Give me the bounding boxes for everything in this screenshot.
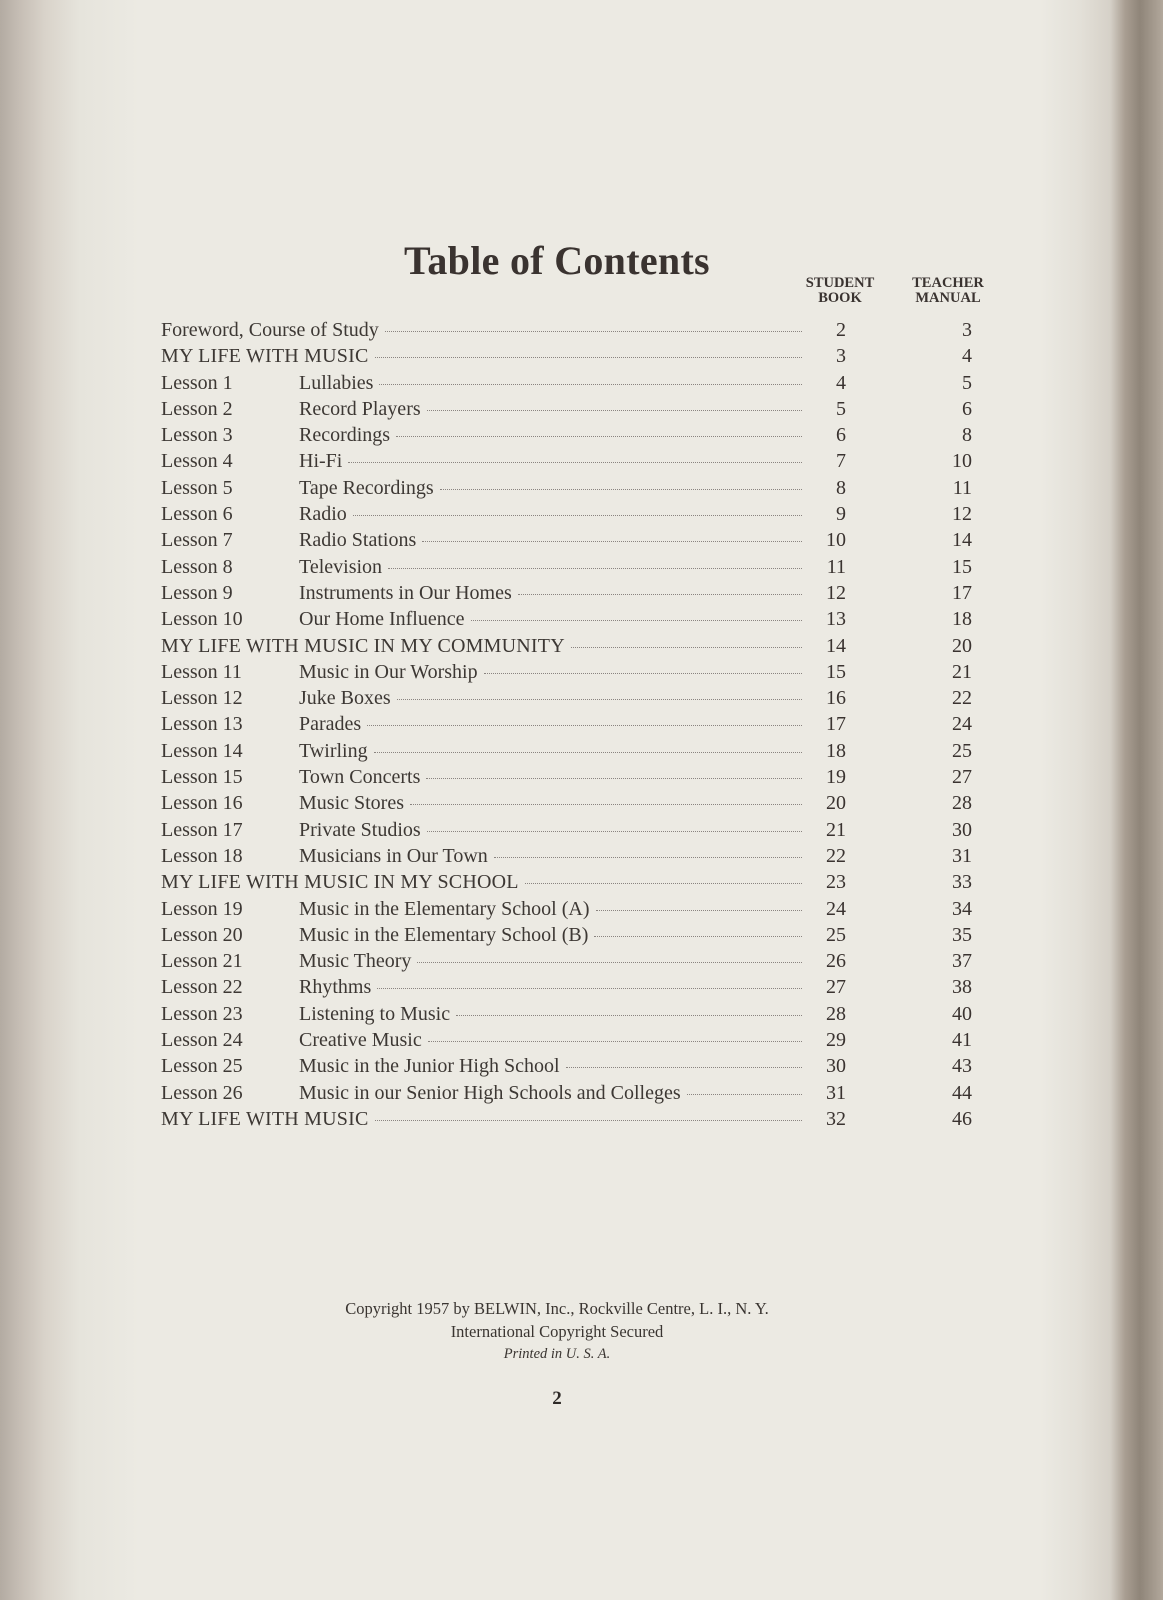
entry-title: Television [299,555,383,578]
entry-title: Recordings [299,424,391,447]
student-book-page: 5 [836,397,846,420]
dot-leader [353,515,802,516]
teacher-manual-page: 40 [952,1002,972,1025]
teacher-manual-page: 6 [962,397,972,420]
toc-label [161,711,806,737]
dot-leader [377,988,802,989]
lesson-number: Lesson 25 [161,1055,243,1078]
toc-lesson-row [161,790,991,816]
entry-title: Private Studios [299,818,421,841]
toc-label [161,948,806,974]
dot-leader [397,699,802,700]
lesson-number: Lesson 8 [161,555,233,578]
column-header-student-line1: STUDENT [805,275,875,291]
toc-section-row [161,869,991,895]
entry-title: Town Concerts [299,766,421,789]
teacher-manual-page: 37 [952,950,972,973]
lesson-number: Lesson 9 [161,581,233,604]
student-book-page: 18 [826,739,846,762]
entry-title: Music in the Elementary School (A) [299,897,590,920]
dot-leader [417,962,802,963]
dot-leader [379,384,802,385]
entry-title: Music Stores [299,792,404,815]
teacher-manual-page: 27 [952,766,972,789]
toc-section-row [161,633,991,659]
toc-label [161,738,806,764]
teacher-manual-page: 15 [952,555,972,578]
lesson-number: Lesson 5 [161,476,233,499]
dot-leader [428,1041,802,1042]
student-book-page: 21 [826,818,846,841]
copyright-line: Copyright 1957 by BELWIN, Inc., Rockville Centre, L. I., N. Y. [345,1299,769,1318]
toc-lesson-row [161,1001,991,1027]
toc-label [161,1053,806,1079]
lesson-number: Lesson 22 [161,976,243,999]
student-book-page: 27 [826,976,846,999]
toc-lesson-row [161,685,991,711]
dot-leader [427,831,802,832]
toc-lesson-row [161,501,991,527]
toc-lesson-row [161,896,991,922]
dot-leader [374,752,802,753]
student-book-page: 25 [826,923,846,946]
toc-label [161,396,806,422]
entry-title: Music in the Junior High School [299,1055,560,1078]
teacher-manual-page: 41 [952,1029,972,1052]
student-book-page: 7 [836,450,846,473]
dot-leader [426,778,802,779]
toc-lesson-row [161,922,991,948]
student-book-page: 11 [826,555,846,578]
teacher-manual-page: 34 [952,897,972,920]
toc-lesson-row [161,554,991,580]
toc-lesson-row [161,1053,991,1079]
printed-in-line: Printed in U. S. A. [503,1346,611,1362]
teacher-manual-page: 3 [962,319,972,341]
toc-label [161,843,806,869]
entry-title: Lullabies [299,371,374,394]
toc-label [161,1027,806,1053]
student-book-page: 19 [826,766,846,789]
lesson-number: Lesson 24 [161,1029,243,1052]
entry-title: Parades [299,713,362,736]
teacher-manual-page: 30 [952,818,972,841]
teacher-manual-page: 18 [952,608,972,631]
student-book-page: 9 [836,503,846,526]
toc-label [161,974,806,1000]
toc-label [161,896,806,922]
teacher-manual-page: 20 [952,634,972,657]
lesson-number: Lesson 6 [161,503,233,526]
toc-lesson-row [161,948,991,974]
dot-leader [348,462,802,463]
teacher-manual-page: 46 [952,1107,972,1130]
toc-lesson-row [161,580,991,606]
teacher-manual-page: 5 [962,371,972,394]
lesson-number: Lesson 15 [161,766,243,789]
toc-lesson-row [161,738,991,764]
toc-label [161,1001,806,1027]
lesson-number: Lesson 14 [161,739,243,762]
entry-title: Musicians in Our Town [299,844,488,867]
toc-lesson-row [161,817,991,843]
teacher-manual-page: 22 [952,687,972,710]
section-title: MY LIFE WITH MUSIC IN MY SCHOOL [161,871,519,894]
toc-lesson-row [161,606,991,632]
entry-title: Hi-Fi [299,450,343,473]
toc-label [161,1080,806,1106]
entry-title: Juke Boxes [299,687,391,710]
student-book-page: 13 [826,608,846,631]
student-book-page: 8 [836,476,846,499]
student-book-page: 31 [826,1081,846,1104]
dot-leader [494,857,802,858]
entry-title: Radio [299,503,347,526]
toc-label [161,527,806,553]
teacher-manual-page: 44 [952,1081,972,1104]
dot-leader [396,436,802,437]
lesson-number: Lesson 17 [161,818,243,841]
dot-leader [571,647,802,648]
lesson-number: Lesson 7 [161,529,233,552]
toc-label [161,606,806,632]
teacher-manual-page: 14 [952,529,972,552]
dot-leader [375,1120,803,1121]
dot-leader [422,541,802,542]
toc-label [161,869,806,895]
student-book-page: 4 [836,371,846,394]
toc-lesson-row [161,764,991,790]
dot-leader [596,910,803,911]
lesson-number: Lesson 10 [161,608,243,631]
toc-lesson-row [161,422,991,448]
lesson-number: Lesson 20 [161,923,243,946]
dot-leader [471,620,803,621]
student-book-page: 26 [826,950,846,973]
toc-label [161,501,806,527]
teacher-manual-page: 4 [962,345,972,368]
toc-lesson-row [161,711,991,737]
student-book-page: 10 [826,529,846,552]
page-title: Table of Contents [404,237,710,283]
section-title: MY LIFE WITH MUSIC [161,1107,369,1130]
column-header-student-book [800,276,880,306]
lesson-number: Lesson 1 [161,371,233,394]
student-book-page: 17 [826,713,846,736]
toc-label [161,580,806,606]
lesson-number: Lesson 18 [161,844,243,867]
teacher-manual-page: 24 [952,713,972,736]
entry-title: Creative Music [299,1029,422,1052]
toc-lesson-row [161,1080,991,1106]
student-book-page: 12 [826,581,846,604]
toc-label [161,422,806,448]
entry-title: Music in Our Worship [299,660,478,683]
section-title: MY LIFE WITH MUSIC IN MY COMMUNITY [161,634,565,657]
teacher-manual-page: 35 [952,923,972,946]
toc-lesson-row [161,659,991,685]
dot-leader [687,1094,802,1095]
copyright-secured-line: International Copyright Secured [450,1322,664,1341]
teacher-manual-page: 12 [952,503,972,526]
entry-title: Twirling [299,739,368,762]
toc-lesson-row [161,1027,991,1053]
dot-leader [566,1067,802,1068]
teacher-manual-page: 43 [952,1055,972,1078]
toc-label [161,343,806,369]
page-number: 2 [552,1388,562,1409]
dot-leader [385,331,802,332]
student-book-page: 20 [826,792,846,815]
lesson-number: Lesson 12 [161,687,243,710]
student-book-page: 22 [826,844,846,867]
toc-label [161,817,806,843]
toc-lesson-row [161,396,991,422]
teacher-manual-page: 17 [952,581,972,604]
lesson-number: Lesson 16 [161,792,243,815]
lesson-number: Lesson 11 [161,660,242,683]
toc-label [161,475,806,501]
dot-leader [440,489,802,490]
student-book-page: 30 [826,1055,846,1078]
teacher-manual-page: 33 [952,871,972,894]
dot-leader [484,673,802,674]
toc-label [161,633,806,659]
teacher-manual-page: 25 [952,739,972,762]
teacher-manual-page: 10 [952,450,972,473]
toc-lesson-row [161,370,991,396]
teacher-manual-page: 11 [952,476,972,499]
toc-lesson-row [161,475,991,501]
column-header-student-line2: BOOK [818,290,862,306]
toc-label [161,790,806,816]
toc-lesson-row [161,448,991,474]
copyright-block [0,1297,1114,1366]
entry-title: Music in the Elementary School (B) [299,923,589,946]
dot-leader [594,936,802,937]
dot-leader [427,410,802,411]
student-book-page: 23 [826,871,846,894]
lesson-number: Lesson 19 [161,897,243,920]
teacher-manual-page: 38 [952,976,972,999]
lesson-number: Lesson 3 [161,424,233,447]
entry-title: Listening to Music [299,1002,451,1025]
toc-label [161,922,806,948]
dot-leader [388,568,802,569]
toc-label [161,1106,806,1132]
toc-label [161,659,806,685]
toc-lesson-row [161,843,991,869]
column-header-teacher-manual [908,276,988,306]
toc-label [161,764,806,790]
entry-title: Rhythms [299,976,372,999]
entry-title: Our Home Influence [299,608,465,631]
student-book-page: 6 [836,424,846,447]
student-book-page: 28 [826,1002,846,1025]
student-book-page: 3 [836,345,846,368]
student-book-page: 32 [826,1107,846,1130]
toc-lesson-row [161,527,991,553]
teacher-manual-page: 21 [952,660,972,683]
dot-leader [367,725,802,726]
column-header-teacher-line1: TEACHER [912,275,984,291]
lesson-number: Lesson 13 [161,713,243,736]
entry-title: Tape Recordings [299,476,434,499]
entry-title: Music Theory [299,950,412,973]
toc-label [161,685,806,711]
student-book-page: 14 [826,634,846,657]
toc-section-row [161,1106,991,1132]
lesson-number: Lesson 2 [161,397,233,420]
dot-leader [525,883,802,884]
toc-label [161,554,806,580]
student-book-page: 24 [826,897,846,920]
section-title: MY LIFE WITH MUSIC [161,345,369,368]
dot-leader [375,357,803,358]
entry-title: Radio Stations [299,529,417,552]
dot-leader [518,594,802,595]
student-book-page: 29 [826,1029,846,1052]
toc-front-row [161,317,991,343]
entry-title: Instruments in Our Homes [299,581,512,604]
lesson-number: Lesson 21 [161,950,243,973]
teacher-manual-page: 31 [952,844,972,867]
entry-title: Record Players [299,397,421,420]
lesson-number: Lesson 23 [161,1002,243,1025]
entry-title: Music in our Senior High Schools and Colleges [299,1081,681,1104]
lesson-number: Lesson 26 [161,1081,243,1104]
lesson-number: Lesson 4 [161,450,233,473]
toc-section-row [161,343,991,369]
teacher-manual-page: 8 [962,424,972,447]
toc-label [161,370,806,396]
dot-leader [456,1015,802,1016]
column-header-teacher-line2: MANUAL [915,290,981,306]
entry-title: Foreword, Course of Study [161,319,379,341]
toc-label [161,317,806,343]
student-book-page: 16 [826,687,846,710]
teacher-manual-page: 28 [952,792,972,815]
student-book-page: 15 [826,660,846,683]
student-book-page: 2 [836,319,846,341]
toc-label [161,448,806,474]
table-of-contents [161,317,991,1132]
toc-lesson-row [161,974,991,1000]
dot-leader [410,804,802,805]
